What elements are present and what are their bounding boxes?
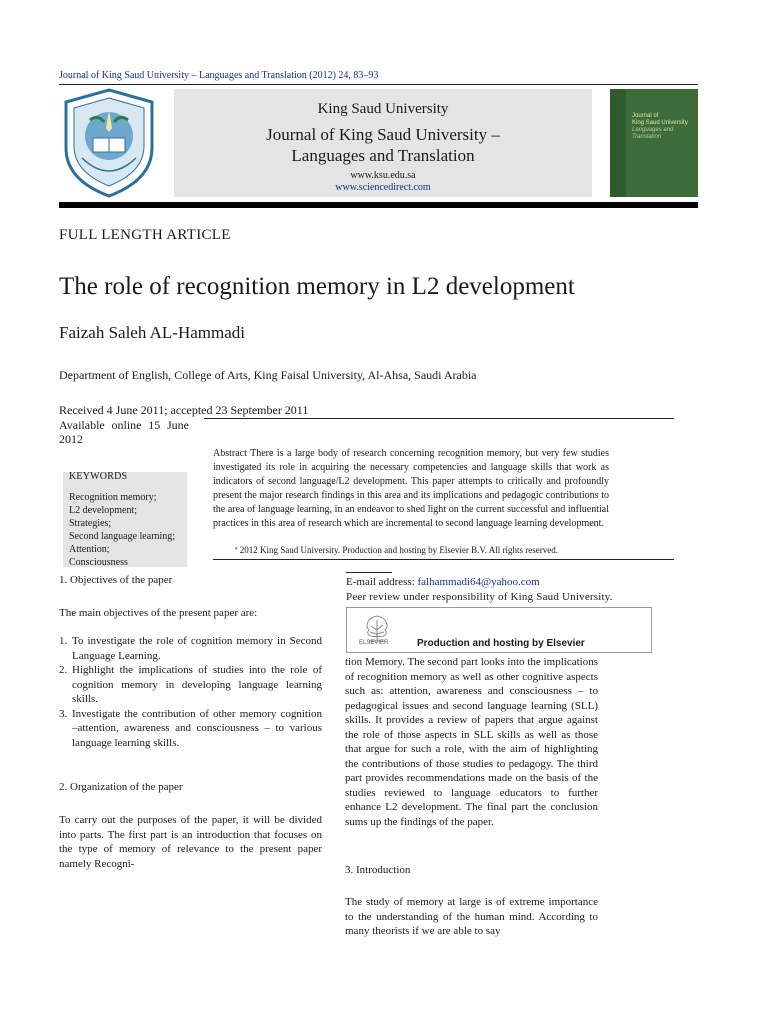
email-label: E-mail address: (346, 576, 418, 588)
email-footnote (346, 576, 540, 588)
list-item-text: To investigate the role of cognition memory in Second Language Learning. (72, 635, 322, 662)
cover-line-2: King Saud University (632, 120, 688, 126)
section-2-text: To carry out the purposes of the paper, it will be divided into parts. The first part is an introduction that focuses on the type of memory of relevance to the present paper namely Recogni- (59, 814, 322, 870)
section-2-heading: 2. Organization of the paper (59, 781, 183, 793)
copyright-notice: ª 2012 King Saud University. Production and hosting by Elsevier B.V. All rights reserved. (235, 545, 558, 555)
objectives-list (59, 634, 322, 750)
list-item (59, 707, 322, 751)
abstract-rule (213, 559, 674, 560)
keyword-item[interactable]: Attention; (69, 544, 110, 555)
received-dates: Received 4 June 2011; accepted 23 September 2011 (59, 403, 309, 417)
author-email-link[interactable]: falhammadi64@yahoo.com (417, 576, 540, 588)
article-type: FULL LENGTH ARTICLE (59, 227, 231, 243)
keyword-item[interactable]: L2 development; (69, 505, 138, 516)
sciencedirect-url-link[interactable]: www.sciencedirect.com (335, 182, 431, 193)
keyword-item[interactable]: Strategies; (69, 518, 112, 529)
keyword-item[interactable]: Recognition memory; (69, 492, 157, 503)
keyword-item[interactable]: Consciousness (69, 557, 128, 568)
footnote-rule (346, 572, 392, 573)
dates-rule (204, 418, 674, 419)
list-number: 1. (59, 635, 68, 647)
list-item (59, 663, 322, 707)
section-3-text: The study of memory at large is of extreme importance to the understanding of the human mind. According to many theorists if we are able to say (345, 896, 598, 937)
keyword-item[interactable]: Second language learning; (69, 531, 176, 542)
journal-cover-thumbnail[interactable] (610, 89, 698, 197)
cover-title (632, 113, 688, 141)
ksu-url-link[interactable]: www.ksu.edu.sa (350, 170, 416, 181)
elsevier-banner[interactable] (346, 607, 652, 653)
journal-reference[interactable]: Journal of King Saud University – Languages and Translation (2012) 24, 83–93 (59, 70, 379, 81)
elsevier-wordmark: ELSEVIER (359, 640, 389, 646)
list-number: 3. (59, 707, 68, 720)
available-online: Available online 15 June 2012 (59, 418, 189, 446)
list-number: 2. (59, 664, 68, 676)
author-name[interactable]: Faizah Saleh AL-Hammadi (59, 323, 246, 342)
article-title: The role of recognition memory in L2 development (59, 273, 575, 300)
keywords-heading: KEYWORDS (69, 471, 128, 482)
section-2-continuation: tion Memory. The second part looks into the implications of recognition memory as well as other cognitive aspects such as: attention, awareness and consciousness – to pedagogical issues and second language learning (SLL) skills. It provides a review of papers that argue against the role of those aspects in SLL skills as well as those that argue for such a role, with the aim of highlighting the contributions of those studies to pedagogy. The third part provides recommendations made on the basis of the studies reviewed to language educators to further enhance L2 development. The final part the conclusion sums up the findings of the paper. (345, 656, 598, 828)
list-item-text: Investigate the contribution of other memory cognition –attention, awareness and consciousness – to various language learning skills. (72, 707, 322, 749)
journal-title-line-1: Journal of King Saud University – (266, 125, 500, 144)
header-bottom-rule (59, 202, 698, 208)
cover-line-1: Journal of (632, 113, 659, 119)
journal-header-band (174, 89, 592, 197)
cover-spine (610, 89, 626, 197)
section-1-heading: 1. Objectives of the paper (59, 574, 173, 586)
abstract-text: Abstract There is a large body of research concerning recognition memory, but very few studies investigated its role in acquiring the necessary competencies and language skills that work as indicators of second language/L2 development. This paper attempts to critically and profoundly present the major research findings in this area and its implications and pedagogic contributions to the area of language learning, in an endeavor to shed light on the current successful and influential practices in this area of research which are incremental to second language learning development. (213, 448, 609, 529)
author-affiliation: Department of English, College of Arts, King Faisal University, Al-Ahsa, Saudi Arabia (59, 368, 477, 382)
cover-line-4: Translation (632, 134, 662, 140)
ksu-logo (60, 88, 158, 198)
university-name: King Saud University (317, 101, 449, 117)
header-top-rule (59, 84, 698, 85)
elsevier-production-text: Production and hosting by Elsevier (417, 638, 585, 649)
journal-title-line-2: Languages and Translation (291, 146, 475, 165)
section-1-intro: The main objectives of the present paper are: (59, 607, 258, 619)
list-item (59, 634, 322, 663)
list-item-text: Highlight the implications of studies into the role of cognition memory in developing language learning skills. (72, 664, 322, 705)
peer-review-note: Peer review under responsibility of King Saud University. (346, 591, 613, 603)
cover-line-3: Languages and (632, 127, 674, 133)
section-3-heading: 3. Introduction (345, 864, 411, 876)
